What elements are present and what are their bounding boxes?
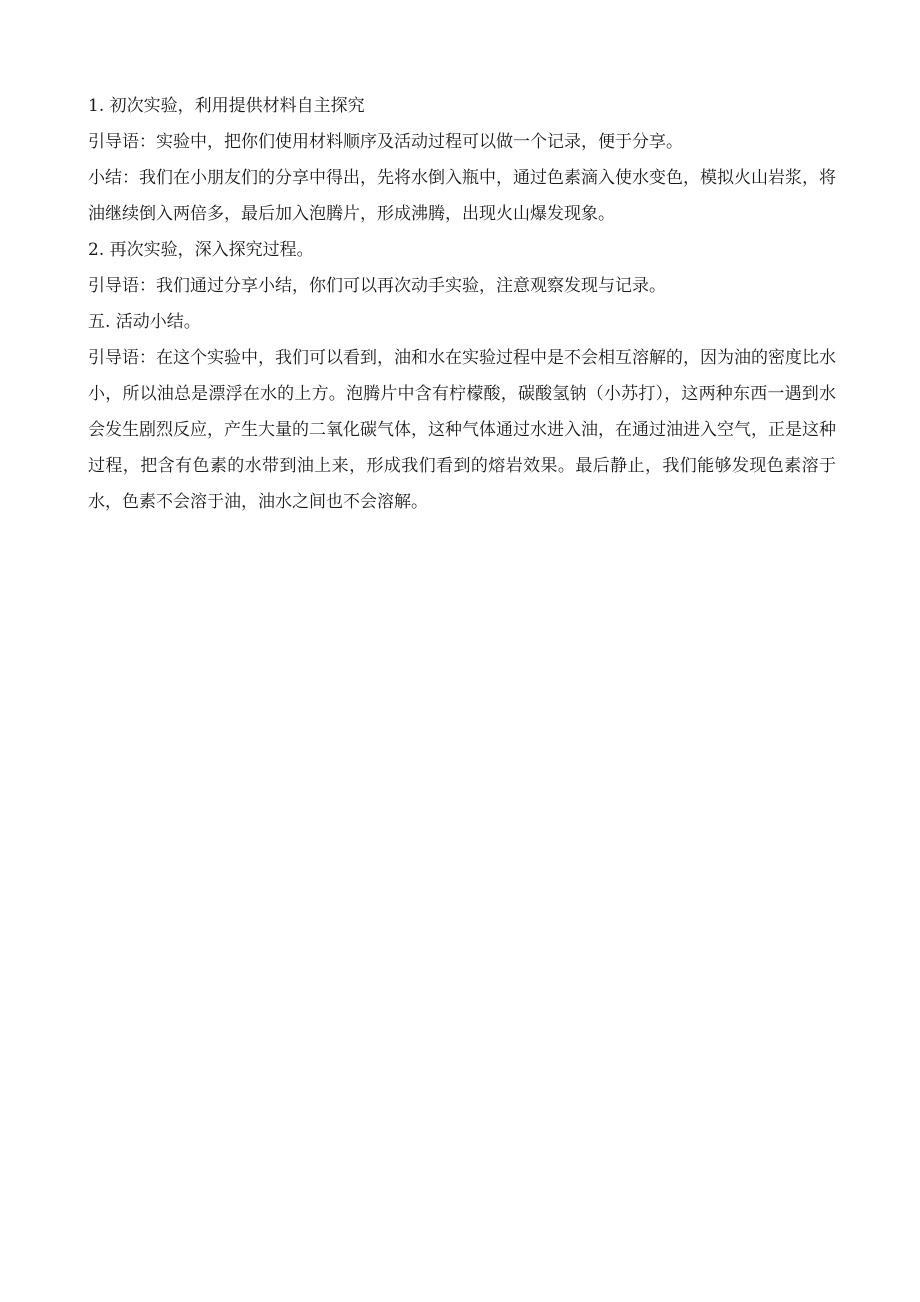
section-5-heading: 五. 活动小结。 — [88, 312, 201, 332]
step-2-guide-text: 引导语：我们通过分享小结，你们可以再次动手实验，注意观察发现与记录。 — [88, 276, 666, 296]
document-body — [88, 88, 836, 520]
step-1-summary: 小结：我们在小朋友们的分享中得出，先将水倒入瓶中，通过色素滴入使水变色，模拟火山岩浆，将油继续倒入两倍多，最后加入泡腾片，形成沸腾，出现火山爆发现象。 — [88, 168, 836, 224]
step-1-heading: 1. 初次实验，利用提供材料自主探究 — [88, 96, 365, 116]
section-5-guide-text: 引导语：在这个实验中，我们可以看到，油和水在实验过程中是不会相互溶解的，因为油的密度比水小，所以油总是漂浮在水的上方。泡腾片中含有柠檬酸，碳酸氢钠（小苏打），这两种东西一遇到水会发生剧烈反应，产生大量的二氧化碳气体，这种气体通过水进入油，在通过油进入空气，正是这种过程，把含有色素的水带到油上来，形成我们看到的熔岩效果。最后静止，我们能够发现色素溶于水，色素不会溶于油，油水之间也不会溶解。 — [88, 348, 836, 512]
step-2-heading: 2. 再次实验，深入探究过程。 — [88, 240, 314, 260]
step-1-guide-text: 引导语：实验中，把你们使用材料顺序及活动过程可以做一个记录，便于分享。 — [88, 132, 683, 152]
